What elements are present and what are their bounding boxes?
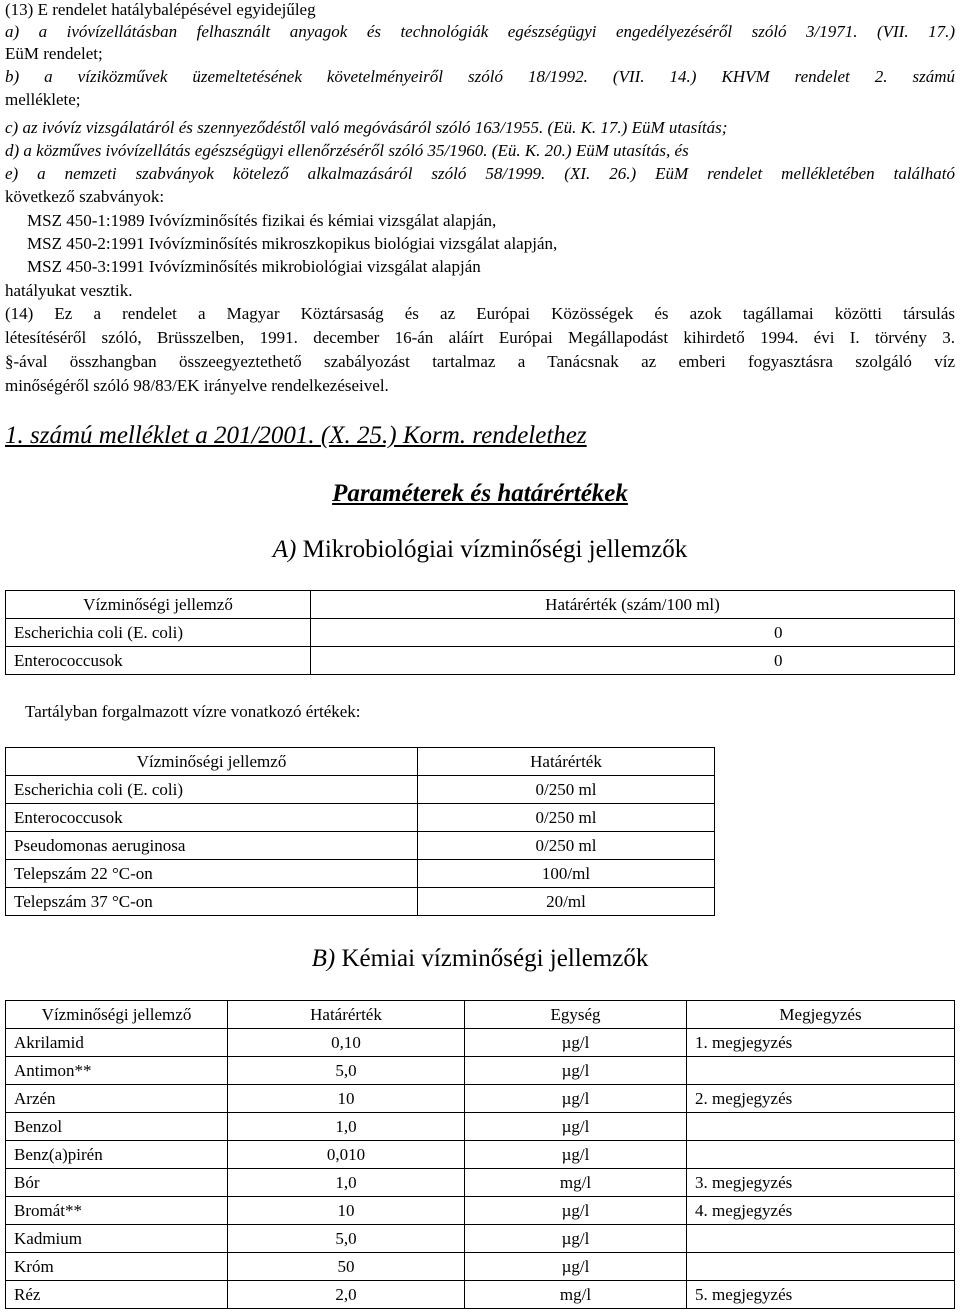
microbiological-table: [5, 590, 955, 675]
table-cell: 20/ml: [418, 888, 715, 916]
table-cell: µg/l: [465, 1113, 687, 1141]
table-cell: µg/l: [465, 1253, 687, 1281]
chemical-table: [5, 1000, 955, 1309]
table-cell: mg/l: [465, 1281, 687, 1309]
item-e-line-1: e) a nemzeti szabványok kötelező alkalmazásáról szóló 58/1999. (XI. 26.) EüM rendelet mellékletében található: [5, 164, 955, 183]
table-cell: 0/250 ml: [418, 804, 715, 832]
table-row: [6, 832, 715, 860]
table-cell: Pseudomonas aeruginosa: [6, 832, 418, 860]
parameters-title: Paraméterek és határértékek: [332, 480, 628, 507]
table-cell: Akrilamid: [6, 1029, 228, 1057]
table-row: [6, 1141, 955, 1169]
table-cell: Telepszám 37 °C-on: [6, 888, 418, 916]
table-cell: Enterococcusok: [6, 647, 311, 675]
table-cell: 3. megjegyzés: [687, 1169, 955, 1197]
table-cell: µg/l: [465, 1029, 687, 1057]
table-cell: 0,010: [228, 1141, 465, 1169]
section-a-title: [0, 535, 960, 565]
table-cell: [687, 1113, 955, 1141]
table-cell: 4. megjegyzés: [687, 1197, 955, 1225]
table-row: [6, 1197, 955, 1225]
table-cell: Arzén: [6, 1085, 228, 1113]
table-cell: µg/l: [465, 1141, 687, 1169]
table-cell: 50: [228, 1253, 465, 1281]
table-cell: 0: [311, 619, 955, 647]
table-cell: µg/l: [465, 1197, 687, 1225]
table-cell: 2,0: [228, 1281, 465, 1309]
item-a-line-2: EüM rendelet;: [5, 44, 103, 63]
table-cell: 1. megjegyzés: [687, 1029, 955, 1057]
paragraph-14-line-3: §-ával összhangban összeegyeztethető szabályozást tartalmaz a Tanácsnak az emberi fogyasztásra szolgáló víz: [5, 352, 955, 371]
table-cell: Antimon**: [6, 1057, 228, 1085]
repealed-text: hatályukat vesztik.: [5, 281, 133, 300]
table-cell: [687, 1057, 955, 1085]
table-row: [6, 804, 715, 832]
item-a-line-1: a) a ivóvízellátásban felhasznált anyagok és technológiák egészségügyi engedélyezéséről szóló 3/1971. (VII. 17.): [5, 22, 955, 41]
table-header-cell: Egység: [465, 1001, 687, 1029]
table-cell: 10: [228, 1085, 465, 1113]
paragraph-14-line-1: (14) Ez a rendelet a Magyar Köztársaság és az Európai Közösségek és azok tagállamai közötti társulás: [5, 304, 955, 323]
standard-msz-450-2: MSZ 450-2:1991 Ivóvízminősítés mikroszkopikus biológiai vizsgálat alapján,: [27, 234, 558, 253]
table-row: [6, 619, 955, 647]
table-cell: [687, 1225, 955, 1253]
table-row: [6, 1057, 955, 1085]
table-cell: mg/l: [465, 1169, 687, 1197]
table-cell: Telepszám 22 °C-on: [6, 860, 418, 888]
paragraph-14-line-2: létesítéséről szóló, Brüsszelben, 1991. december 16-án aláírt Európai Megállapodást kihirdető 1994. évi I. törvény 3.: [5, 328, 955, 347]
annex-title: 1. számú melléklet a 201/2001. (X. 25.) Korm. rendelethez: [5, 422, 587, 449]
table-row: [6, 647, 955, 675]
table-cell: Enterococcusok: [6, 804, 418, 832]
table-header-cell: Vízminőségi jellemző: [6, 1001, 228, 1029]
table-cell: µg/l: [465, 1225, 687, 1253]
table-cell: µg/l: [465, 1057, 687, 1085]
table-cell: Bór: [6, 1169, 228, 1197]
section-a-label: Mikrobiológiai vízminőségi jellemzők: [296, 536, 688, 563]
table-cell: 10: [228, 1197, 465, 1225]
table-header-row: [6, 748, 715, 776]
table-header-cell: Határérték (szám/100 ml): [311, 591, 955, 619]
table-header-row: [6, 1001, 955, 1029]
table-header-cell: Határérték: [418, 748, 715, 776]
table-row: [6, 1225, 955, 1253]
table-cell: [687, 1141, 955, 1169]
table-cell: 0,10: [228, 1029, 465, 1057]
table-header-row: [6, 591, 955, 619]
table-cell: [687, 1253, 955, 1281]
table-cell: 100/ml: [418, 860, 715, 888]
table-cell: Benz(a)pirén: [6, 1141, 228, 1169]
table-row: [6, 1169, 955, 1197]
table-cell: Escherichia coli (E. coli): [6, 619, 311, 647]
table-cell: 0/250 ml: [418, 832, 715, 860]
section-b-label: Kémiai vízminőségi jellemzők: [335, 945, 649, 972]
standard-msz-450-3: MSZ 450-3:1991 Ivóvízminősítés mikrobiológiai vizsgálat alapján: [27, 257, 481, 276]
table-cell: 5. megjegyzés: [687, 1281, 955, 1309]
table-cell: Escherichia coli (E. coli): [6, 776, 418, 804]
item-b-line-1: b) a víziközművek üzemeltetésének követelményeiről szóló 18/1992. (VII. 14.) KHVM rendelet 2. számú: [5, 67, 955, 86]
table-header-cell: Megjegyzés: [687, 1001, 955, 1029]
table-cell: Króm: [6, 1253, 228, 1281]
table-cell: Réz: [6, 1281, 228, 1309]
table-row: [6, 1281, 955, 1309]
table-cell: 5,0: [228, 1225, 465, 1253]
table-header-cell: Vízminőségi jellemző: [6, 591, 311, 619]
table-row: [6, 1029, 955, 1057]
table-row: [6, 860, 715, 888]
table-row: [6, 1113, 955, 1141]
standard-msz-450-1: MSZ 450-1:1989 Ivóvízminősítés fizikai és kémiai vizsgálat alapján,: [27, 211, 497, 230]
table-row: [6, 1253, 955, 1281]
section-b-title: [0, 944, 960, 974]
item-d: d) a közműves ivóvízellátás egészségügyi ellenőrzéséről szóló 35/1960. (Eü. K. 20.) EüM utasítás, és: [5, 141, 689, 160]
table-row: [6, 776, 715, 804]
table-cell: 2. megjegyzés: [687, 1085, 955, 1113]
table-cell: Kadmium: [6, 1225, 228, 1253]
table-cell: 0/250 ml: [418, 776, 715, 804]
section-a-prefix: A): [272, 536, 297, 563]
bottled-water-table: [5, 747, 715, 916]
table-cell: 0: [311, 647, 955, 675]
table-header-cell: Vízminőségi jellemző: [6, 748, 418, 776]
item-c: c) az ivóvíz vizsgálatáról és szennyeződéstől való megóvásáról szóló 163/1955. (Eü. K. 17.) EüM utasítás;: [5, 118, 728, 137]
table-header-cell: Határérték: [228, 1001, 465, 1029]
table-row: [6, 1085, 955, 1113]
table-row: [6, 888, 715, 916]
item-e-line-2: következő szabványok:: [5, 187, 165, 206]
section-b-prefix: B): [311, 945, 336, 972]
table-cell: 5,0: [228, 1057, 465, 1085]
paragraph-14-line-4: minőségéről szóló 98/83/EK irányelve rendelkezéseivel.: [5, 376, 389, 395]
table-cell: µg/l: [465, 1085, 687, 1113]
table-cell: Benzol: [6, 1113, 228, 1141]
bottled-water-caption: Tartályban forgalmazott vízre vonatkozó értékek:: [25, 702, 361, 721]
paragraph-13-intro: (13) E rendelet hatálybalépésével egyidejűleg: [5, 0, 316, 19]
table-cell: 1,0: [228, 1113, 465, 1141]
item-b-line-2: melléklete;: [5, 90, 81, 109]
table-cell: 1,0: [228, 1169, 465, 1197]
table-cell: Bromát**: [6, 1197, 228, 1225]
